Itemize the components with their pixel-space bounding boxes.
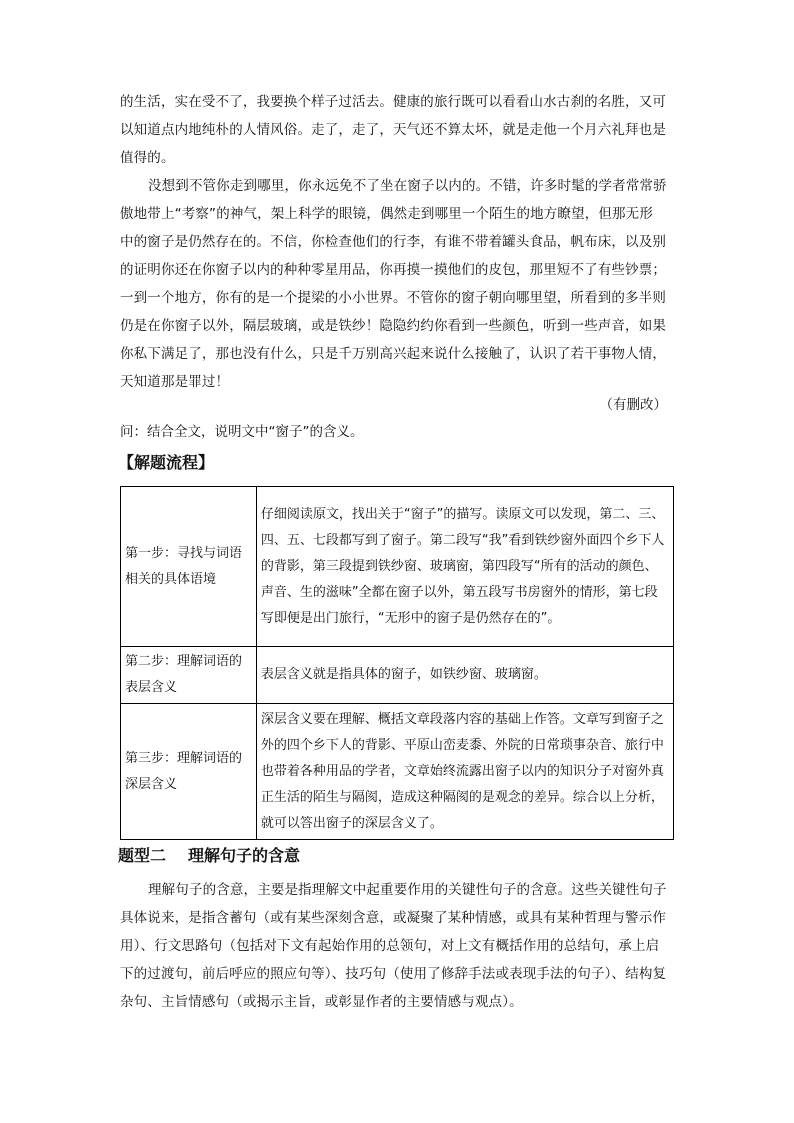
section-2-title: 理解句子的含意	[188, 846, 301, 865]
body-line: 用）、行文思路句（包括对下文有起始作用的总领句，对上文有概括作用的总结句，承上启	[120, 938, 660, 954]
step-label: 第二步：理解词语的表层含义	[121, 647, 257, 704]
body-line: 具体说来，是指含蓄句（或有某些深刻含意，或凝聚了某种情感，或具有某种哲理与警示作	[120, 910, 666, 926]
body-line: 下的过渡句，前后呼应的照应句等）、技巧句（使用了修辞手法或表现手法的句子）、结构复	[120, 966, 667, 982]
passage-line: 的生活，实在受不了，我要换个样子过活去。健康的旅行既可以看看山水古刹的名胜，又可	[120, 94, 666, 110]
solution-heading: 【解题流程】	[118, 453, 215, 472]
passage-paragraph-1	[120, 88, 675, 172]
step-description: 深层含义要在理解、概括文章段落内容的基础上作答。文章写到窗子之外的四个乡下人的背影、平原山峦麦黍、外院的日常琐事杂音、旅行中也带着各种用品的学者，文章始终流露出窗子以内的知识分子对窗外真正生活的陌生与隔阂，造成这种隔阂的是观念的差异。综合以上分析，就可以答出窗子的深层含义了。	[256, 704, 673, 840]
table-row	[121, 704, 674, 840]
passage-line: 一到一个地方，你有的是一个提梁的小小世界。不管你的窗子朝向哪里望，所看到的多半则	[120, 290, 666, 306]
passage-line: 天知道那是罪过！	[120, 374, 230, 390]
passage-line: 以知道点内地纯朴的人情风俗。走了，走了，天气还不算太坏，就是走他一个月六礼拜也是	[120, 122, 666, 138]
passage-line: 傲地带上“考察”的神气，架上科学的眼镜，偶然走到哪里一个陌生的地方瞭望，但那无形	[120, 206, 653, 222]
body-line: 杂句、主旨情感句（或揭示主旨，或彰显作者的主要情感与观点）。	[120, 994, 523, 1010]
section-2-heading	[118, 843, 300, 869]
passage-line: 的证明你还在你窗子以内的种种零星用品，你再摸一摸他们的皮包，那里短不了有些钞票；	[120, 262, 666, 278]
passage-line: 没想到不管你走到哪里，你永远免不了坐在窗子以内的。不错，许多时髦的学者常常骄	[148, 178, 667, 194]
solution-steps-table	[120, 486, 674, 840]
table-row	[121, 647, 674, 704]
step-label: 第三步：理解词语的深层含义	[121, 704, 257, 840]
section-2-label: 题型二	[118, 846, 167, 865]
passage-line: 你私下满足了，那也没有什么，只是千万别高兴起来说什么接触了，认识了若干事物人情，	[120, 346, 666, 362]
step-description: 表层含义就是指具体的窗子，如铁纱窗、玻璃窗。	[256, 647, 673, 704]
edit-note: （有删改）	[599, 397, 667, 413]
passage-line: 仍是在你窗子以外，隔层玻璃，或是铁纱！隐隐约约你看到一些颜色，听到一些声音，如果	[120, 318, 666, 334]
step-description: 仔细阅读原文，找出关于“窗子”的描写。读原文可以发现，第二、三、四、五、七段都写到了窗子。第二段写“我”看到铁纱窗外面四个乡下人的背影，第三段提到铁纱窗、玻璃窗，第四段写“所有的活动的颜色、声音、生的滋味”全都在窗子以外，第五段写书房窗外的情形，第七段写即便是出门旅行，“无形中的窗子是仍然存在的”。	[256, 487, 673, 647]
passage-paragraph-2	[120, 172, 675, 396]
table-row	[121, 487, 674, 647]
passage-line: 值得的。	[120, 150, 175, 166]
section-2-body	[120, 876, 675, 1016]
passage-line: 中的窗子是仍然存在的。不信，你检查他们的行李，有谁不带着罐头食品，帆布床，以及别	[120, 234, 666, 250]
step-label: 第一步：寻找与词语相关的具体语境	[121, 487, 257, 647]
question-text: 问：结合全文，说明文中“窗子”的含义。	[120, 424, 364, 440]
body-line: 理解句子的含意，主要是指理解文中起重要作用的关键性句子的含意。这些关键性句子	[148, 882, 667, 898]
